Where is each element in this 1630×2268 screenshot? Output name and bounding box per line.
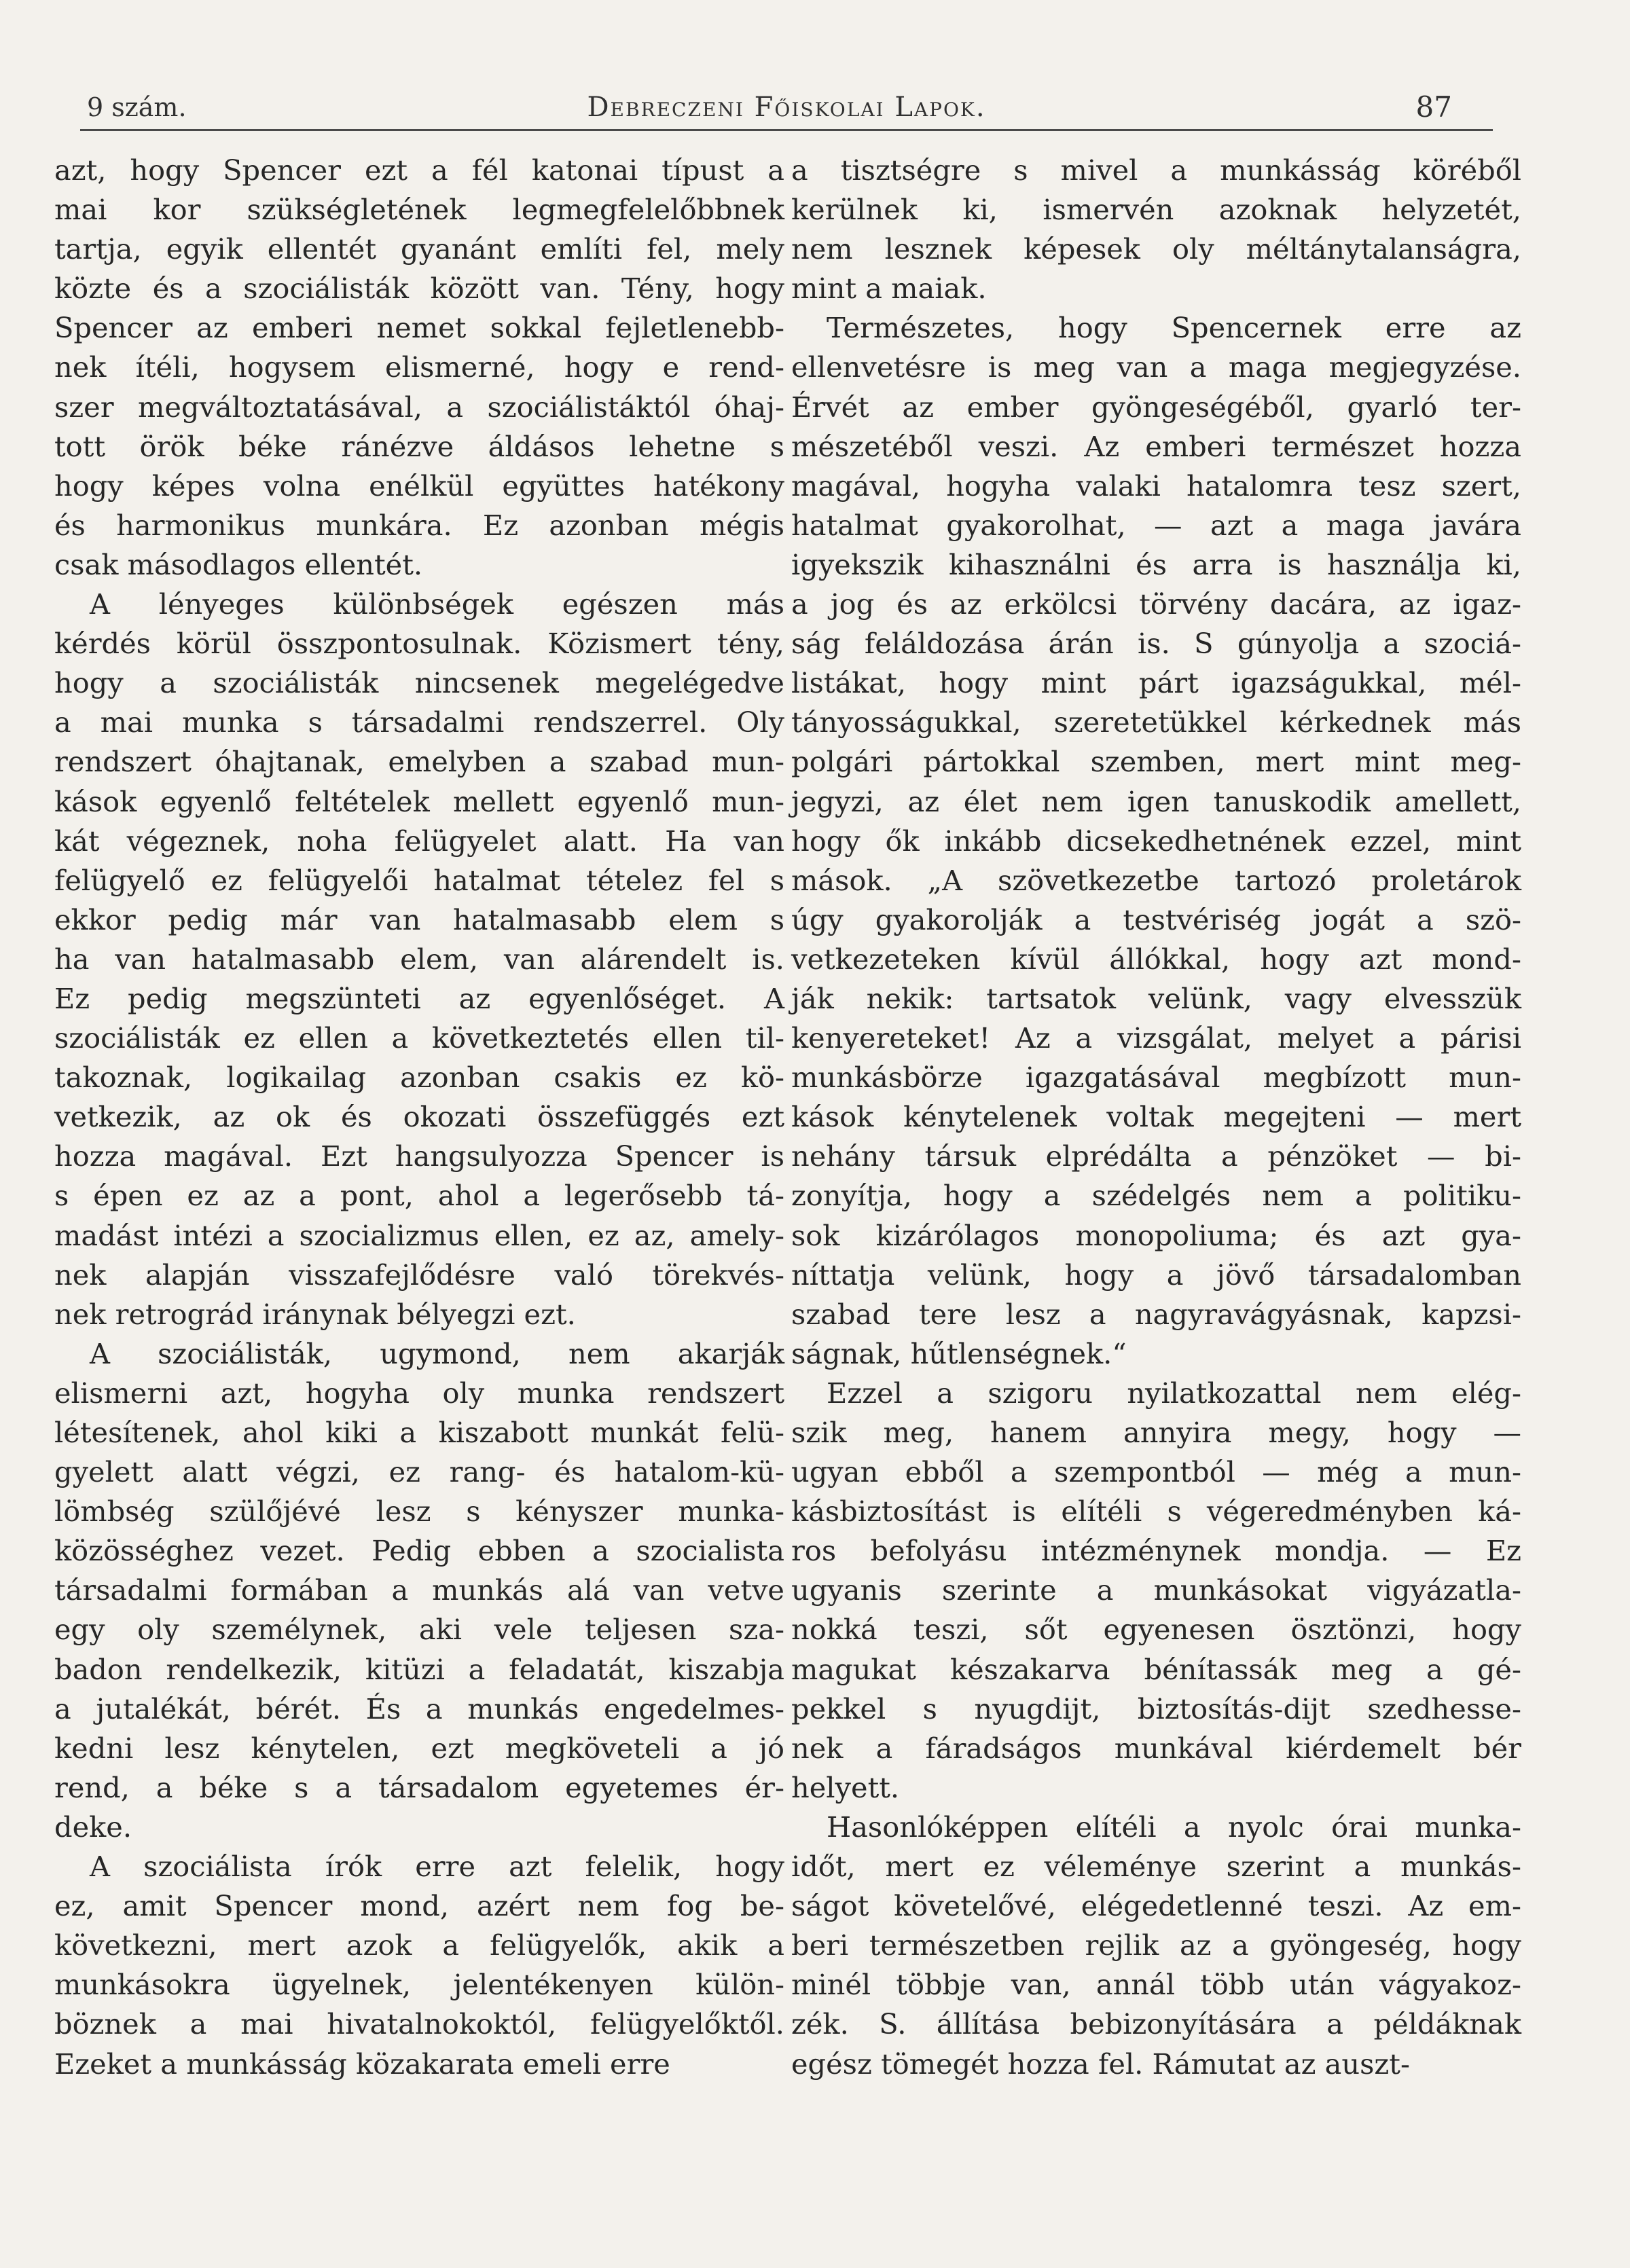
text-line: következni, mert azok a felügyelők, akik a <box>54 1928 784 1962</box>
text-line: hatalmat gyakorolhat, — azt a maga javára <box>791 508 1521 542</box>
text-line: mészetéből veszi. Az emberi természet hozza <box>791 429 1521 463</box>
text-line: nek a fáradságos munkával kiérdemelt bér <box>791 1731 1521 1765</box>
text-line: egész tömegét hozza fel. Rámutat az auszt- <box>791 2047 1410 2081</box>
text-line: csak másodlagos ellentét. <box>54 547 423 581</box>
text-line: níttatja velünk, hogy a jövő társadalomban <box>791 1258 1521 1292</box>
text-line: nek alapján visszafejlődésre való törekvés- <box>54 1258 784 1292</box>
text-line: szabad tere lesz a nagyravágyásnak, kapzsi- <box>791 1297 1521 1331</box>
text-line: tartja, egyik ellentét gyanánt említi fel, mely <box>54 232 784 266</box>
text-line: Érvét az ember gyöngeségéből, gyarló ter- <box>791 390 1521 424</box>
right-column <box>791 151 1521 2084</box>
text-line: közte és a szociálisták között van. Tény, hogy <box>54 272 784 306</box>
text-line: hogy a szociálisták nincsenek megelégedve <box>54 666 784 700</box>
text-line: úgy gyakorolják a testvériség jogát a szö- <box>791 902 1521 936</box>
text-line: igyekszik kihasználni és arra is használja ki, <box>791 547 1521 581</box>
text-line: mai kor szükségletének legmegfelelőbbnek <box>54 193 784 227</box>
text-line: Ezzel a szigoru nyilatkozattal nem elég- <box>827 1376 1521 1410</box>
text-line: sok kizárólagos monopoliuma; és azt gya- <box>791 1218 1521 1252</box>
text-line: s épen ez az a pont, ahol a legerősebb tá- <box>54 1179 784 1213</box>
text-line: zék. S. állítása bebizonyítására a példáknak <box>791 2007 1521 2041</box>
text-line: nek retrográd iránynak bélyegzi ezt. <box>54 1297 576 1331</box>
header-rule <box>80 129 1493 131</box>
text-line: nem lesznek képesek oly méltánytalanságra, <box>791 232 1521 266</box>
text-line: elismerni azt, hogyha oly munka rendszert <box>54 1376 784 1410</box>
text-line: kát végeznek, noha felügyelet alatt. Ha van <box>54 824 784 858</box>
text-line: ugyanis szerinte a munkásokat vigyázatla- <box>791 1573 1521 1607</box>
text-line: szociálisták ez ellen a következtetés ellen til- <box>54 1021 784 1055</box>
text-line: közösséghez vezet. Pedig ebben a szocialista <box>54 1534 784 1568</box>
text-line: ságnak, hűtlenségnek.“ <box>791 1336 1127 1370</box>
text-line: tányosságukkal, szeretetükkel kérkednek más <box>791 706 1521 739</box>
text-line: madást intézi a szocializmus ellen, ez az, amely- <box>54 1218 784 1252</box>
text-line: polgári pártokkal szemben, mert mint meg- <box>791 745 1521 779</box>
text-line: kásbiztosítást is elítéli s végeredményben ká- <box>791 1495 1521 1529</box>
text-line: felügyelő ez felügyelői hatalmat tételez fel s <box>54 863 784 897</box>
text-line: pekkel s nyugdijt, biztosítás-dijt szedhesse- <box>791 1691 1521 1725</box>
text-line: hogy képes volna enélkül együttes hatékony <box>54 469 784 502</box>
text-line: magával, hogyha valaki hatalomra tesz szert, <box>791 469 1521 502</box>
text-line: a jutalékát, bérét. És a munkás engedelmes- <box>54 1691 784 1725</box>
text-line: böznek a mai hivatalnokoktól, felügyelőktől. <box>54 2007 784 2041</box>
text-line: zonyítja, hogy a szédelgés nem a politiku- <box>791 1179 1521 1213</box>
text-line: egy oly személynek, aki vele teljesen sza- <box>54 1613 784 1647</box>
text-line: A szociálisták, ugymond, nem akarják <box>90 1336 784 1370</box>
text-line: kérdés körül összpontosulnak. Közismert tény, <box>54 627 784 661</box>
text-line: ha van hatalmasabb elem, van alárendelt is. <box>54 942 784 976</box>
text-line: Természetes, hogy Spencernek erre az <box>827 311 1521 345</box>
text-line: ság feláldozása árán is. S gúnyolja a szociá- <box>791 627 1521 661</box>
text-line: mások. „A szövetkezetbe tartozó proletárok <box>791 863 1521 897</box>
text-line: helyett. <box>791 1770 900 1804</box>
page-number: 87 <box>1415 90 1452 124</box>
text-line: társadalmi formában a munkás alá van vetve <box>54 1573 784 1607</box>
text-line: listákat, hogy mint párt igazságukkal, mél- <box>791 666 1521 700</box>
text-line: Hasonlóképpen elítéli a nyolc órai munka- <box>827 1810 1521 1844</box>
text-line: deke. <box>54 1810 132 1844</box>
text-line: hogy ők inkább dicsekedhetnének ezzel, mint <box>791 824 1521 858</box>
text-line: Ezeket a munkásság közakarata emeli erre <box>54 2047 670 2081</box>
text-line: vetkezik, az ok és okozati összefüggés ezt <box>54 1100 784 1134</box>
text-line: A lényeges különbségek egészen más <box>90 587 784 621</box>
text-line: rendszert óhajtanak, emelyben a szabad mun- <box>54 745 784 779</box>
running-header <box>80 87 1493 128</box>
text-line: a mai munka s társadalmi rendszerrel. Oly <box>54 706 784 739</box>
text-line: munkásbörze igazgatásával megbízott mun- <box>791 1061 1521 1095</box>
text-line: magukat készakarva bénítassák meg a gé- <box>791 1652 1521 1686</box>
text-line: ekkor pedig már van hatalmasabb elem s <box>54 902 784 936</box>
text-line: nokká teszi, sőt egyenesen ösztönzi, hogy <box>791 1613 1521 1647</box>
text-line: nek ítéli, hogysem elismerné, hogy e rend- <box>54 350 784 384</box>
text-line: időt, mert ez véleménye szerint a munkás- <box>791 1850 1521 1884</box>
text-line: A szociálista írók erre azt felelik, hogy <box>90 1850 784 1884</box>
text-line: létesítenek, ahol kiki a kiszabott munkát felü- <box>54 1416 784 1449</box>
text-line: kedni lesz kénytelen, ezt megköveteli a jó <box>54 1731 784 1765</box>
text-line: lömbség szülőjévé lesz s kényszer munka- <box>54 1495 784 1529</box>
text-line: tott örök béke ránézve áldásos lehetne s <box>54 429 784 463</box>
text-line: gyelett alatt végzi, ez rang- és hatalom-kü- <box>54 1455 784 1489</box>
text-line: a jog és az erkölcsi törvény dacára, az igaz- <box>791 587 1521 621</box>
text-line: ros befolyásu intézménynek mondja. — Ez <box>791 1534 1521 1568</box>
text-line: minél többje van, annál több után vágyakoz- <box>791 1968 1521 2002</box>
text-line: ságot követelővé, elégedetlenné teszi. Az em- <box>791 1889 1521 1923</box>
text-line: jegyzi, az élet nem igen tanuskodik amellett, <box>791 784 1521 818</box>
issue-number: 9 szám. <box>87 92 187 122</box>
text-line: ják nekik: tartsatok velünk, vagy elvesszük <box>791 981 1521 1015</box>
text-line: kások egyenlő feltételek mellett egyenlő mun- <box>54 784 784 818</box>
text-line: nehány társuk elprédálta a pénzöket — bi- <box>791 1139 1521 1173</box>
journal-title: Debreczeni Főiskolai Lapok. <box>587 92 986 123</box>
text-line: a tisztségre s mivel a munkásság köréből <box>791 153 1521 187</box>
text-line: vetkezeteken kívül állókkal, hogy azt mond- <box>791 942 1521 976</box>
text-line: hozza magával. Ezt hangsulyozza Spencer is <box>54 1139 784 1173</box>
left-column <box>54 151 784 2084</box>
text-line: szer megváltoztatásával, a szociálistáktól óhaj- <box>54 390 784 424</box>
text-line: badon rendelkezik, kitüzi a feladatát, kiszabja <box>54 1652 784 1686</box>
text-line: szik meg, hanem annyira megy, hogy — <box>791 1416 1521 1449</box>
text-line: és harmonikus munkára. Ez azonban mégis <box>54 508 784 542</box>
text-line: Spencer az emberi nemet sokkal fejletlenebb- <box>54 311 784 345</box>
text-line: munkásokra ügyelnek, jelentékenyen külön- <box>54 1968 784 2002</box>
text-line: kenyereteket! Az a vizsgálat, melyet a párisi <box>791 1021 1521 1055</box>
text-line: mint a maiak. <box>791 272 987 306</box>
text-line: ugyan ebből a szempontból — még a mun- <box>791 1455 1521 1489</box>
text-line: azt, hogy Spencer ezt a fél katonai típust a <box>54 153 784 187</box>
text-line: takoznak, logikailag azonban csakis ez kö- <box>54 1061 784 1095</box>
text-line: kások kénytelenek voltak megejteni — mert <box>791 1100 1521 1134</box>
text-line: ellenvetésre is meg van a maga megjegyzése. <box>791 350 1521 384</box>
text-line: beri természetben rejlik az a gyöngeség, hogy <box>791 1928 1521 1962</box>
text-line: kerülnek ki, ismervén azoknak helyzetét, <box>791 193 1521 227</box>
text-line: ez, amit Spencer mond, azért nem fog be- <box>54 1889 784 1923</box>
text-line: rend, a béke s a társadalom egyetemes ér- <box>54 1770 784 1804</box>
text-line: Ez pedig megszünteti az egyenlőséget. A <box>54 981 784 1015</box>
